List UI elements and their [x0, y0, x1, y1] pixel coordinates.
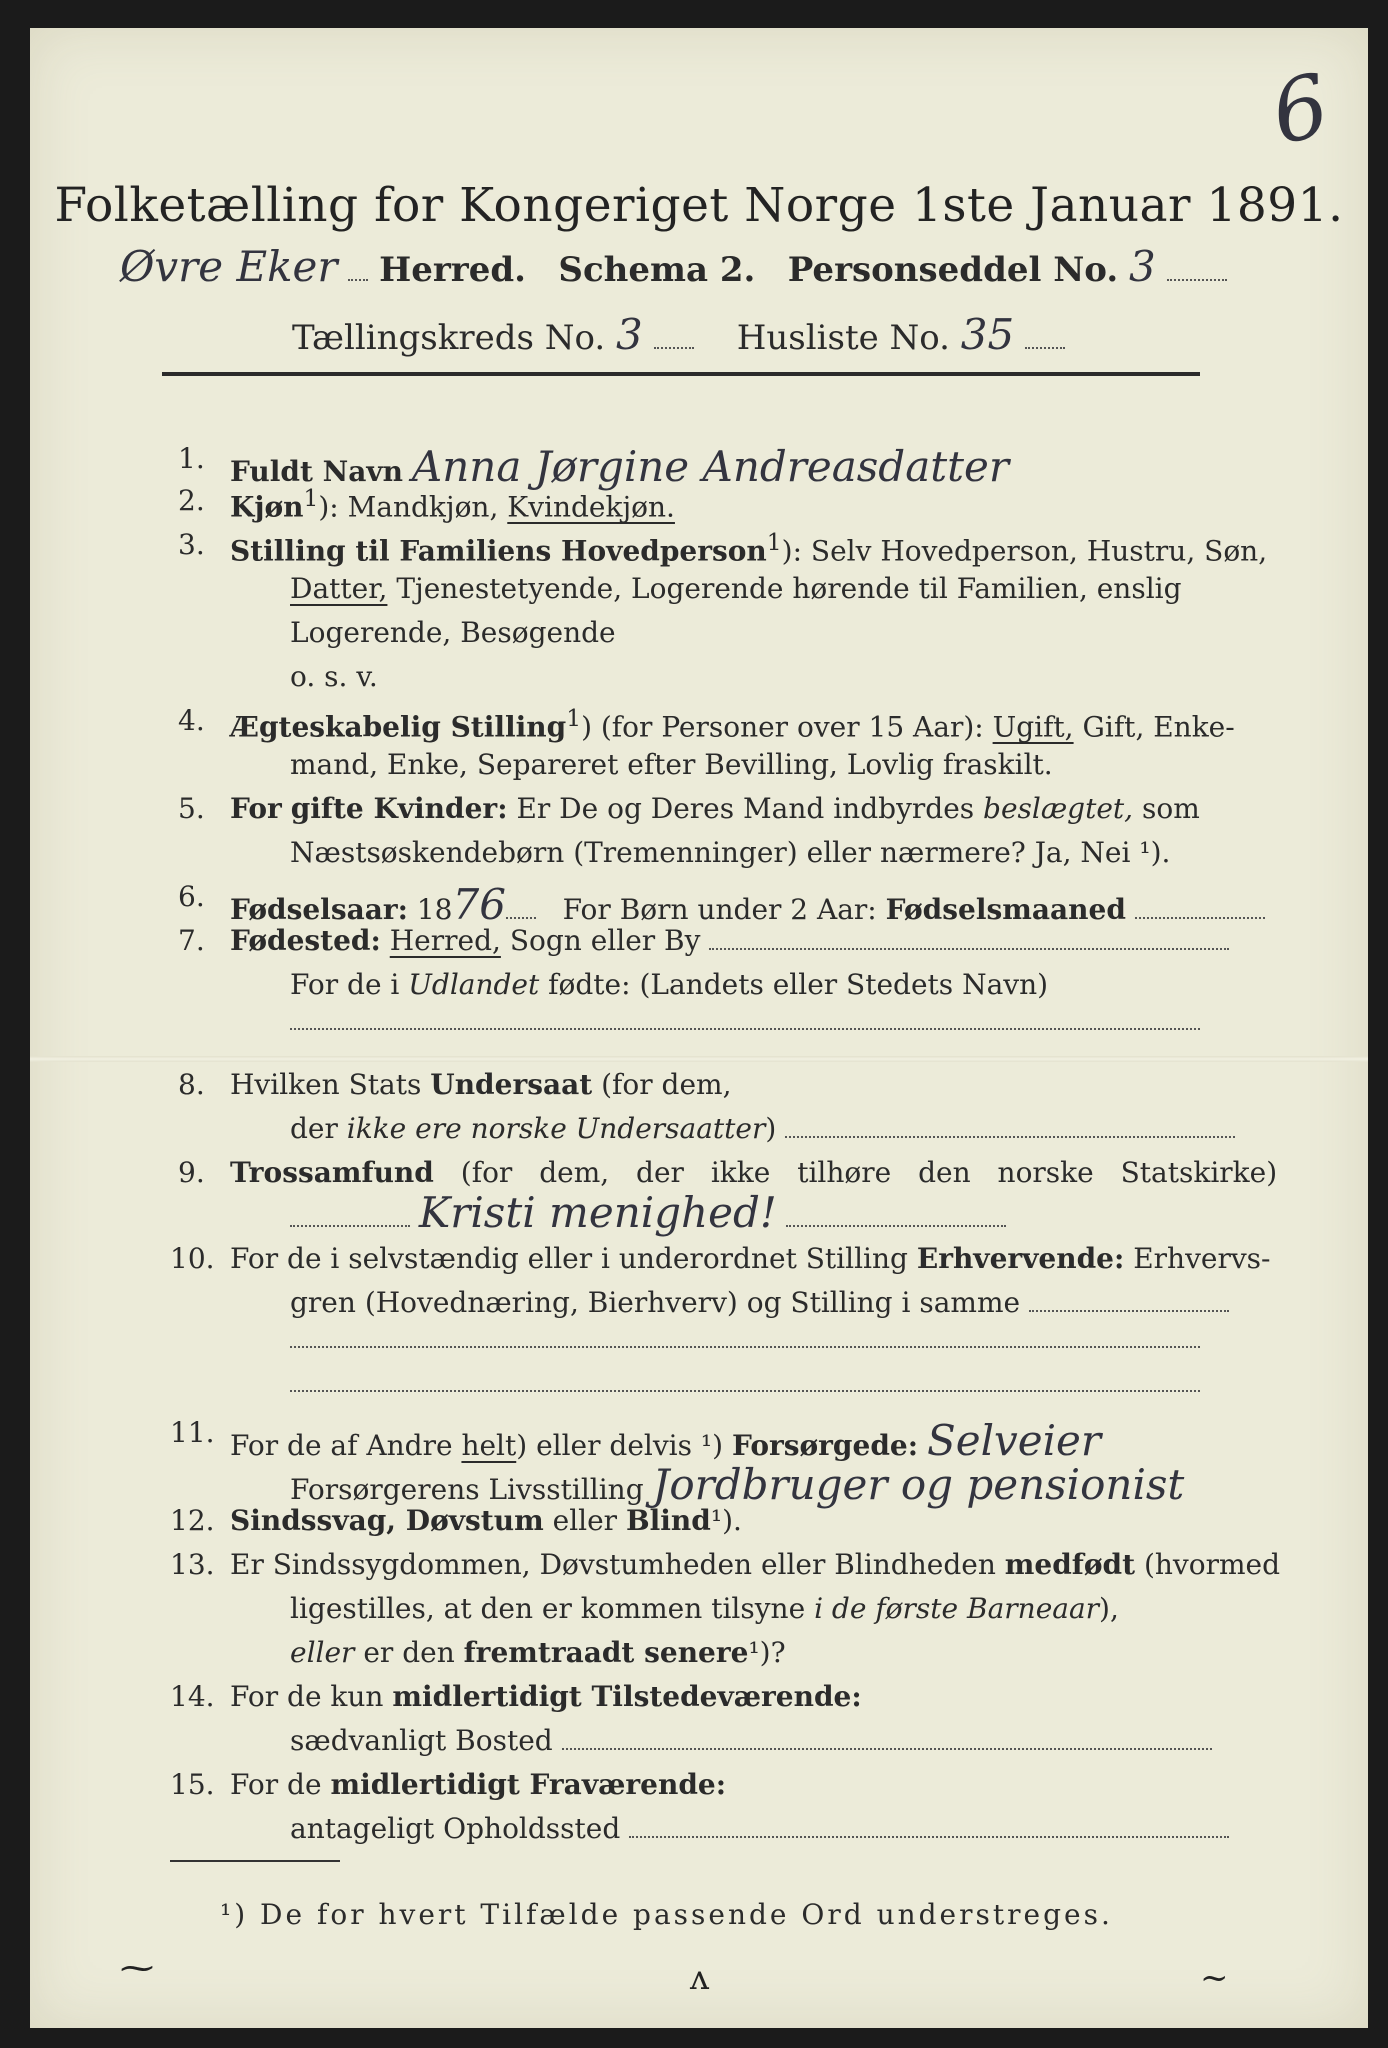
pen-mark: ⁓	[120, 1948, 154, 1988]
herred-handwritten: Øvre Eker	[120, 242, 338, 291]
schema-label: Schema 2.	[558, 250, 756, 290]
religion-answer: Kristi menighed!	[418, 1188, 777, 1237]
temporary-absent-intro: For de	[230, 1768, 322, 1801]
religion-label: Trossamfund	[230, 1156, 434, 1189]
usual-residence-row	[290, 1724, 1212, 1757]
item-number: 8.	[178, 1068, 205, 1101]
sex-options: ): Mandkjøn,	[318, 490, 499, 524]
congenital-label: medfødt	[1004, 1548, 1136, 1581]
congenital-text-3: er den	[363, 1636, 455, 1669]
item-number: 14.	[170, 1680, 215, 1713]
item-number: 5.	[178, 792, 205, 825]
citizenship-text: (for dem,	[601, 1068, 732, 1101]
item-number: 13.	[170, 1548, 215, 1581]
personseddel-dots	[1167, 259, 1227, 281]
kreds-label: Tællingskreds No.	[292, 318, 606, 358]
provider-row	[290, 1460, 1184, 1509]
citizenship-row-2	[290, 1112, 1235, 1145]
husliste-label: Husliste No.	[736, 318, 950, 358]
herred-dots	[348, 259, 368, 281]
marital-row: Ægteskabelig Stilling$^1$) (for Personer over 15 Aar): Ugift, Gift, Enke-	[230, 704, 1235, 744]
disability-marker: ¹).	[710, 1504, 742, 1537]
foreign-born-dots	[290, 1028, 1200, 1030]
header-rule	[162, 372, 1200, 376]
married-women-text-3: Næstsøskendebørn (Tremenninger) eller nærmere? Ja, Nei ¹).	[290, 836, 1171, 869]
sex-selected: Kvindekjøn.	[507, 490, 675, 524]
married-women-text-2: som	[1142, 792, 1200, 825]
congenital-text-2: ligestilles, at den er kommen tilsyne	[290, 1592, 806, 1625]
citizenship-label: Undersaat	[430, 1068, 593, 1101]
marital-options-1: Gift, Enke-	[1082, 710, 1235, 744]
sex-label: Kjøn	[230, 490, 304, 524]
foreign-born-text: fødte: (Landets eller Stedets Navn)	[548, 968, 1049, 1001]
pen-mark: ~	[1200, 1958, 1229, 1998]
support-selected: helt	[461, 1429, 517, 1462]
citizenship-dots	[785, 1116, 1235, 1138]
footnote-marker: 1	[303, 484, 319, 512]
stay-place-label: antageligt Opholdssted	[290, 1812, 621, 1845]
marital-label: Ægteskabelig Stilling	[230, 710, 567, 744]
temporary-present-row	[230, 1680, 862, 1713]
occupation-intro: For de i selvstændig eller i underordnet Stilling	[230, 1242, 908, 1275]
occupation-text-2: gren (Hovednæring, Bierhverv) og Stilling i samme	[290, 1286, 1021, 1319]
family-position-options-2: Tjenestetyende, Logerende hørende til Familien, enslig	[396, 572, 1182, 605]
temporary-present-intro: For de kun	[230, 1680, 384, 1713]
family-position-label: Stilling til Familiens Hovedperson	[230, 534, 767, 568]
birth-year-label: Fødselsaar:	[230, 893, 408, 926]
item-number: 3.	[178, 528, 205, 561]
corner-mark: 6	[1263, 55, 1338, 165]
pen-mark: ʌ	[690, 1958, 710, 1998]
marital-selected: Ugift,	[992, 710, 1074, 744]
marital-options-2: mand, Enke, Separeret efter Bevilling, Lovlig fraskilt.	[290, 748, 1053, 781]
congenital-marker: ¹)?	[748, 1636, 786, 1669]
occupation-dots	[1029, 1290, 1229, 1312]
disability-label-2: Blind	[625, 1504, 711, 1537]
support-intro: For de af Andre	[230, 1429, 453, 1462]
occupation-row-2	[290, 1286, 1229, 1319]
temporary-present-label: midlertidigt Tilstedeværende:	[392, 1680, 862, 1713]
stay-place-row	[290, 1812, 1229, 1845]
disability-text: eller	[552, 1504, 618, 1537]
provider-label: Forsørgerens Livsstilling	[290, 1473, 644, 1506]
family-position-row-2	[290, 572, 1182, 605]
herred-line	[120, 242, 1227, 291]
congenital-row	[230, 1548, 1280, 1581]
occupation-dots-3	[290, 1390, 1200, 1392]
birth-year-row	[230, 880, 1265, 929]
congenital-label-2: fremtraadt senere	[463, 1636, 749, 1669]
footnote-rule	[170, 1860, 340, 1862]
congenital-italic-2: eller	[290, 1636, 355, 1669]
sex-row	[230, 484, 675, 523]
occupation-label: Erhvervende:	[916, 1242, 1125, 1275]
birthplace-row	[230, 924, 1229, 957]
usual-residence-label: sædvanligt Bosted	[290, 1724, 553, 1757]
kreds-dots	[654, 327, 694, 349]
usual-residence-dots	[562, 1728, 1212, 1750]
item-number: 15.	[170, 1768, 215, 1801]
item-number: 10.	[170, 1242, 215, 1275]
religion-row	[230, 1156, 1277, 1189]
birth-year-handwritten: 76	[452, 880, 506, 929]
citizenship-text-2: der	[290, 1112, 338, 1145]
birth-year-dots	[506, 897, 536, 919]
family-position-row: Stilling til Familiens Hovedperson$^1$): Selv Hovedperson, Hustru, Søn,	[230, 528, 1268, 568]
occupation-text: Erhvervs-	[1133, 1242, 1271, 1275]
support-row	[230, 1416, 1101, 1465]
married-women-italic: beslægtet,	[983, 792, 1134, 825]
religion-answer-row	[290, 1188, 1006, 1237]
temporary-absent-label: midlertidigt Fraværende:	[330, 1768, 727, 1801]
occupation-row	[230, 1242, 1271, 1275]
support-answer: Selveier	[926, 1416, 1101, 1465]
item-number: 9.	[178, 1156, 205, 1189]
congenital-italic: i de første Barneaar	[814, 1592, 1100, 1625]
birth-year-prefix: 18	[416, 893, 453, 926]
form-title: Folketælling for Kongeriget Norge 1ste Januar 1891.	[54, 178, 1344, 233]
citizenship-intro: Hvilken Stats	[230, 1068, 422, 1101]
foreign-born-row	[290, 968, 1048, 1001]
item-number: 12.	[170, 1504, 215, 1537]
married-women-pre: For	[230, 792, 282, 825]
citizenship-row	[230, 1068, 731, 1101]
herred-label: Herred.	[379, 250, 526, 290]
temporary-absent-row	[230, 1768, 726, 1801]
paper-fold	[30, 1056, 1368, 1062]
item-number: 1.	[178, 442, 205, 475]
family-position-selected: Datter,	[290, 572, 388, 605]
stay-place-dots	[629, 1816, 1229, 1838]
full-name-label: Fuldt Navn	[230, 455, 404, 488]
congenital-intro: Er Sindssygdommen, Døvstumheden eller Blindheden	[230, 1548, 996, 1581]
item-number: 4.	[178, 704, 205, 737]
congenital-text: (hvormed	[1143, 1548, 1280, 1581]
religion-text: (for dem, der ikke tilhøre den norske Statskirke)	[460, 1156, 1278, 1189]
footnote: ¹) De for hvert Tilfælde passende Ord understreges.	[220, 1898, 1113, 1931]
item-number: 11.	[170, 1416, 215, 1449]
family-position-options-3: Logerende, Besøgende	[290, 616, 616, 649]
congenital-close: ),	[1099, 1592, 1119, 1625]
citizenship-close: )	[765, 1112, 777, 1145]
husliste-dots	[1025, 327, 1065, 349]
item-number: 6.	[178, 880, 205, 913]
married-women-text: Er De og Deres Mand indbyrdes	[516, 792, 975, 825]
married-women-label: gifte Kvinder:	[290, 792, 508, 825]
birthplace-dots	[709, 928, 1229, 950]
congenital-row-3	[290, 1636, 786, 1669]
foreign-born-intro: For de i	[290, 968, 400, 1001]
religion-dots-2	[786, 1205, 1006, 1227]
kreds-number: 3	[615, 310, 643, 359]
personseddel-number: 3	[1129, 242, 1156, 291]
disability-label: Sindssvag, Døvstum	[230, 1504, 544, 1537]
congenital-row-2	[290, 1592, 1119, 1625]
item-number: 2.	[178, 484, 205, 517]
birthplace-options: Sogn eller By	[509, 924, 701, 957]
provider-answer: Jordbruger og pensionist	[652, 1460, 1185, 1509]
support-text: ) eller delvis ¹)	[516, 1429, 724, 1462]
birth-month-intro: For Børn under 2 Aar:	[562, 893, 877, 926]
husliste-number: 35	[960, 310, 1015, 359]
family-position-options-4: o. s. v.	[290, 660, 378, 693]
kreds-line	[292, 310, 1065, 359]
item-number: 7.	[178, 924, 205, 957]
birthplace-selected: Herred,	[389, 924, 501, 957]
census-form-sheet	[30, 28, 1368, 2028]
marital-intro: ) (for Personer over 15 Aar):	[581, 710, 984, 744]
religion-dots	[290, 1205, 410, 1227]
occupation-dots-2	[290, 1346, 1200, 1348]
support-label: Forsørgede:	[731, 1429, 919, 1462]
personseddel-label: Personseddel No.	[787, 250, 1119, 290]
married-women-row	[230, 792, 1200, 825]
foreign-born-italic: Udlandet	[408, 968, 540, 1001]
birth-month-label: Fødselsmaaned	[885, 893, 1126, 926]
disability-row	[230, 1504, 742, 1537]
family-position-options-1: ): Selv Hovedperson, Hustru, Søn,	[781, 534, 1268, 568]
birthplace-label: Fødested:	[230, 924, 381, 957]
citizenship-italic: ikke ere norske Undersaatter	[346, 1112, 766, 1145]
full-name-answer: Anna Jørgine Andreasdatter	[411, 442, 1009, 491]
birth-month-dots	[1135, 897, 1265, 919]
